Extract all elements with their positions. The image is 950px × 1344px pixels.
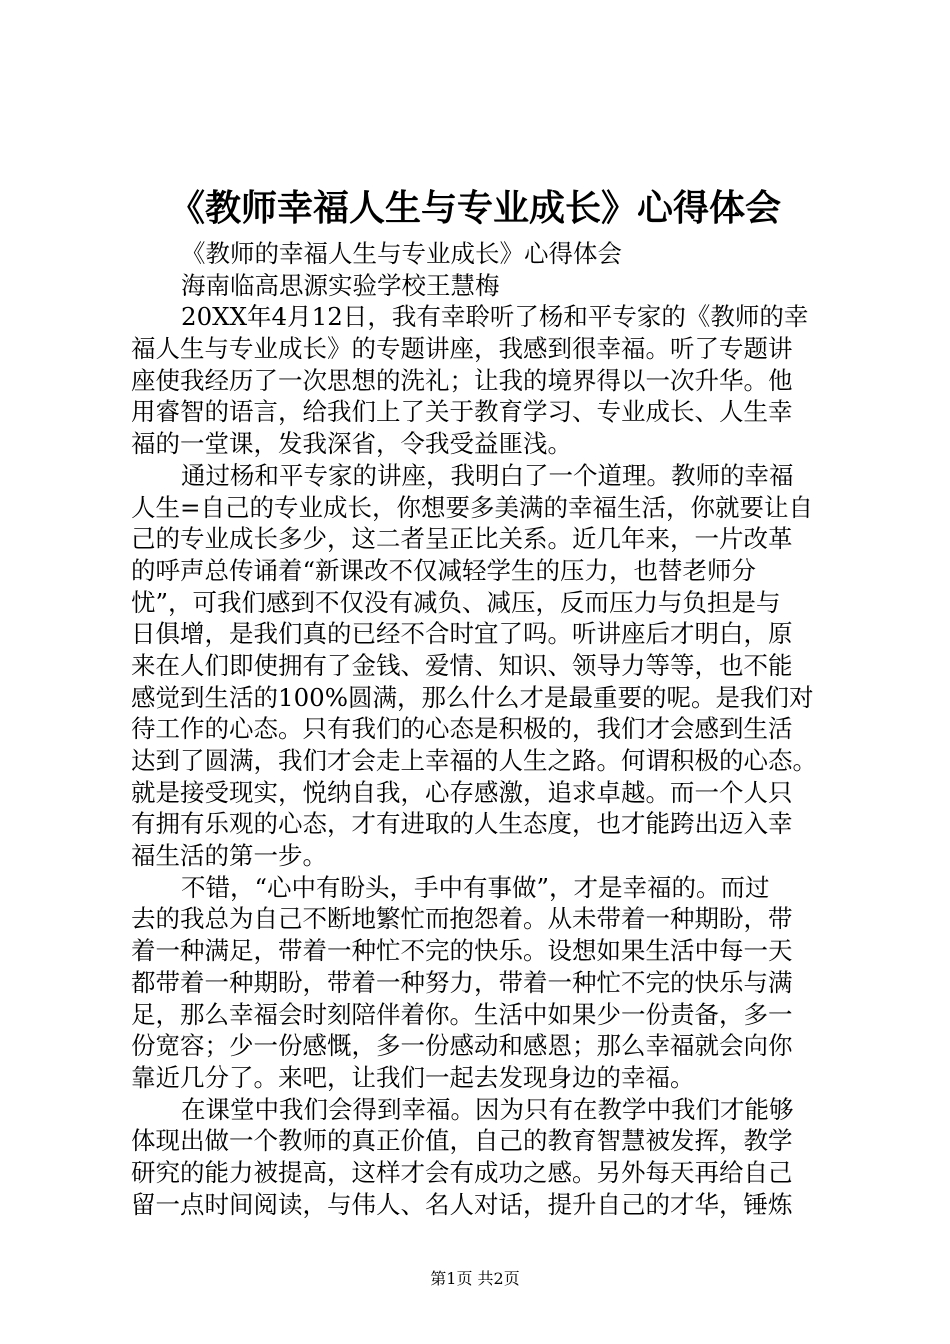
body-line: 份宽容；少一份感慨，多一份感动和感恩；那么幸福就会向你 xyxy=(131,1031,793,1061)
body-line: 《教师的幸福人生与专业成长》心得体会 xyxy=(181,239,622,268)
body-line: 忧”，可我们感到不仅没有减负、减压，反而压力与负担是与 xyxy=(131,587,781,617)
body-line: 己的专业成长多少，这二者呈正比关系。近几年来，一片改革 xyxy=(131,524,793,554)
document-body xyxy=(131,238,831,1220)
body-line: 的呼声总传诵着“新课改不仅减轻学生的压力，也替老师分 xyxy=(131,555,757,585)
body-line: 用睿智的语言，给我们上了关于教育学习、专业成长、人生幸 xyxy=(131,397,793,427)
page-footer: 第1页 共2页 xyxy=(430,1269,520,1288)
body-line: 福人生与专业成长》的专题讲座，我感到很幸福。听了专题讲 xyxy=(131,334,793,364)
body-line: 座使我经历了一次思想的洗礼；让我的境界得以一次升华。他 xyxy=(131,365,793,395)
body-line: 就是接受现实，悦纳自我，心存感激，追求卓越。而一个人只 xyxy=(131,777,793,807)
body-line: 靠近几分了。来吧，让我们一起去发现身边的幸福。 xyxy=(131,1062,695,1092)
body-line: 足，那么幸福会时刻陪伴着你。生活中如果少一份责备，多一 xyxy=(131,999,793,1029)
body-line: 体现出做一个教师的真正价值，自己的教育智慧被发挥，教学 xyxy=(131,1126,793,1156)
body-line: 都带着一种期盼，带着一种努力，带着一种忙不完的快乐与满 xyxy=(131,967,793,997)
body-line: 海南临高思源实验学校王慧梅 xyxy=(181,270,500,300)
body-line: 着一种满足，带着一种忙不完的快乐。设想如果生活中每一天 xyxy=(131,936,793,966)
body-line: 不错，“心中有盼头，手中有事做”，才是幸福的。而过 xyxy=(181,872,770,902)
document-title: 《教师幸福人生与专业成长》心得体会 xyxy=(168,187,781,229)
body-line: 20XX年4月12日，我有幸聆听了杨和平专家的《教师的幸 xyxy=(181,302,809,332)
body-line: 研究的能力被提高，这样才会有成功之感。另外每天再给自己 xyxy=(131,1157,793,1187)
body-line: 通过杨和平专家的讲座，我明白了一个道理。教师的幸福 xyxy=(181,460,794,490)
body-line: 人生=自己的专业成长，你想要多美满的幸福生活，你就要让自 xyxy=(131,492,814,522)
body-line: 福的一堂课，发我深省，令我受益匪浅。 xyxy=(131,429,572,459)
body-line: 去的我总为自己不断地繁忙而抱怨着。从未带着一种期盼，带 xyxy=(131,904,793,934)
body-line: 感觉到生活的100%圆满，那么什么才是最重要的呢。是我们对 xyxy=(131,682,814,712)
body-line: 待工作的心态。只有我们的心态是积极的，我们才会感到生活 xyxy=(131,714,793,744)
body-line: 来在人们即使拥有了金钱、爱情、知识、领导力等等，也不能 xyxy=(131,650,793,680)
body-line: 有拥有乐观的心态，才有进取的人生态度，也才能跨出迈入幸 xyxy=(131,809,793,839)
body-line: 福生活的第一步。 xyxy=(131,841,327,871)
body-line: 日俱增，是我们真的已经不合时宜了吗。听讲座后才明白，原 xyxy=(131,619,793,649)
body-line: 留一点时间阅读，与伟人、名人对话，提升自己的才华，锤炼 xyxy=(131,1189,793,1219)
body-line: 达到了圆满，我们才会走上幸福的人生之路。何谓积极的心态。 xyxy=(131,746,817,775)
body-line: 在课堂中我们会得到幸福。因为只有在教学中我们才能够 xyxy=(181,1094,794,1124)
